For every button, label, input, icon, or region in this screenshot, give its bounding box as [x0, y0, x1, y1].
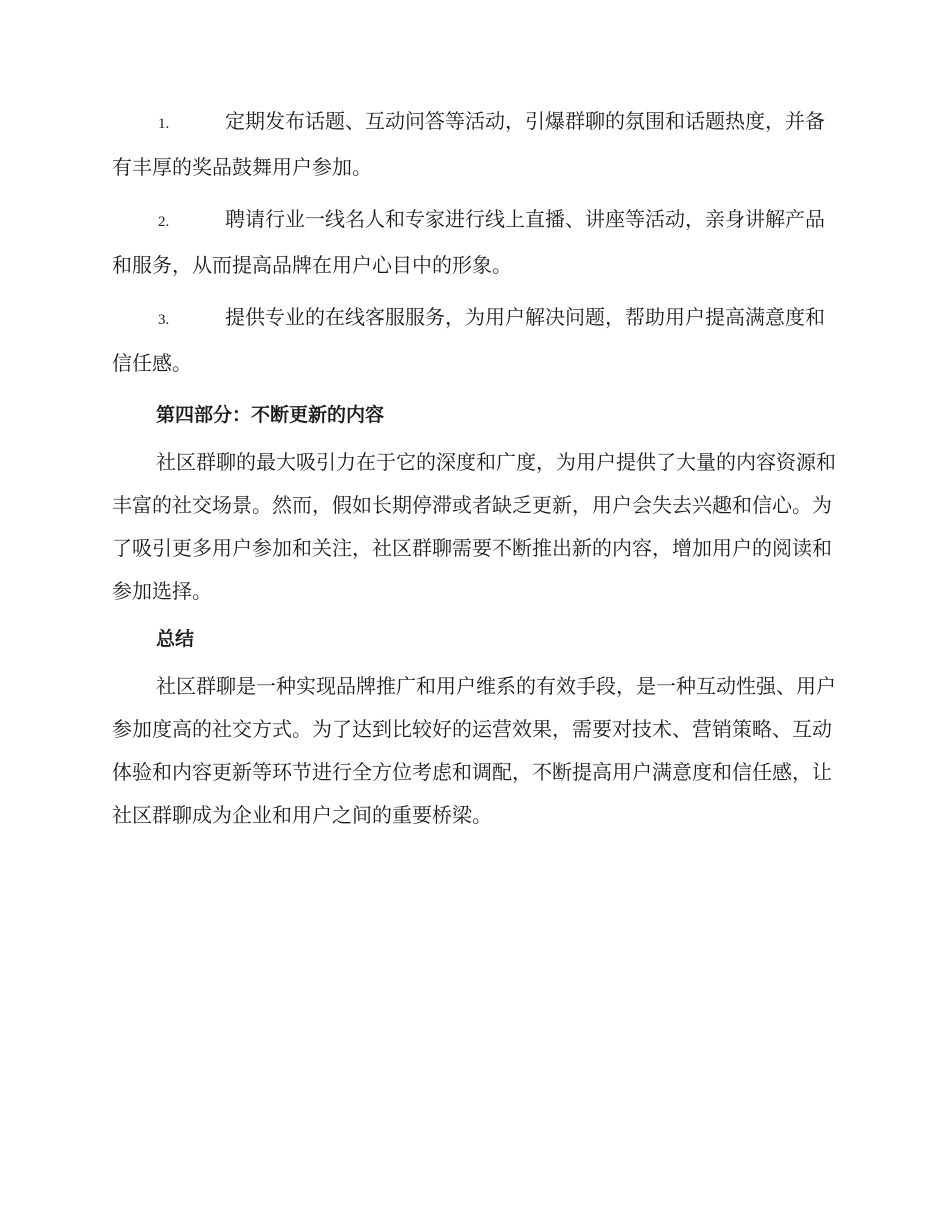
summary-heading: 总结: [156, 628, 195, 650]
list-text: 提供专业的在线客服服务，为用户解决问题，帮助用户提高满意度和信任感。: [112, 305, 825, 375]
list-number: 3.: [158, 312, 170, 328]
summary-paragraph: 社区群聊是一种实现品牌推广和用户维系的有效手段，是一种互动性强、用户参加度高的社交方式。为了达到比较好的运营效果，需要对技术、营销策略、互动体验和内容更新等环节进行全方位考虑和调配，不断提高用户满意度和信任感，让社区群聊成为企业和用户之间的重要桥梁。: [112, 674, 836, 827]
list-item: [112, 296, 837, 385]
section-paragraph: 社区群聊的最大吸引力在于它的深度和广度，为用户提供了大量的内容资源和丰富的社交场景。然而，假如长期停滞或者缺乏更新，用户会失去兴趣和信心。为了吸引更多用户参加和关注，社区群聊需要不断推出新的内容，增加用户的阅读和参加选择。: [112, 450, 836, 603]
list-item: [112, 198, 837, 287]
list-text: 定期发布话题、互动问答等活动，引爆群聊的氛围和话题热度，并备有丰厚的奖品鼓舞用户参加。: [112, 109, 825, 179]
list-text: 聘请行业一线名人和专家进行线上直播、讲座等活动，亲身讲解产品和服务，从而提高品牌在用户心目中的形象。: [112, 207, 825, 277]
list-number: 1.: [158, 116, 170, 132]
list-item: [112, 100, 837, 189]
list-number: 2.: [158, 214, 170, 230]
section-heading: 第四部分：不断更新的内容: [156, 404, 385, 426]
document-page: [112, 100, 837, 842]
